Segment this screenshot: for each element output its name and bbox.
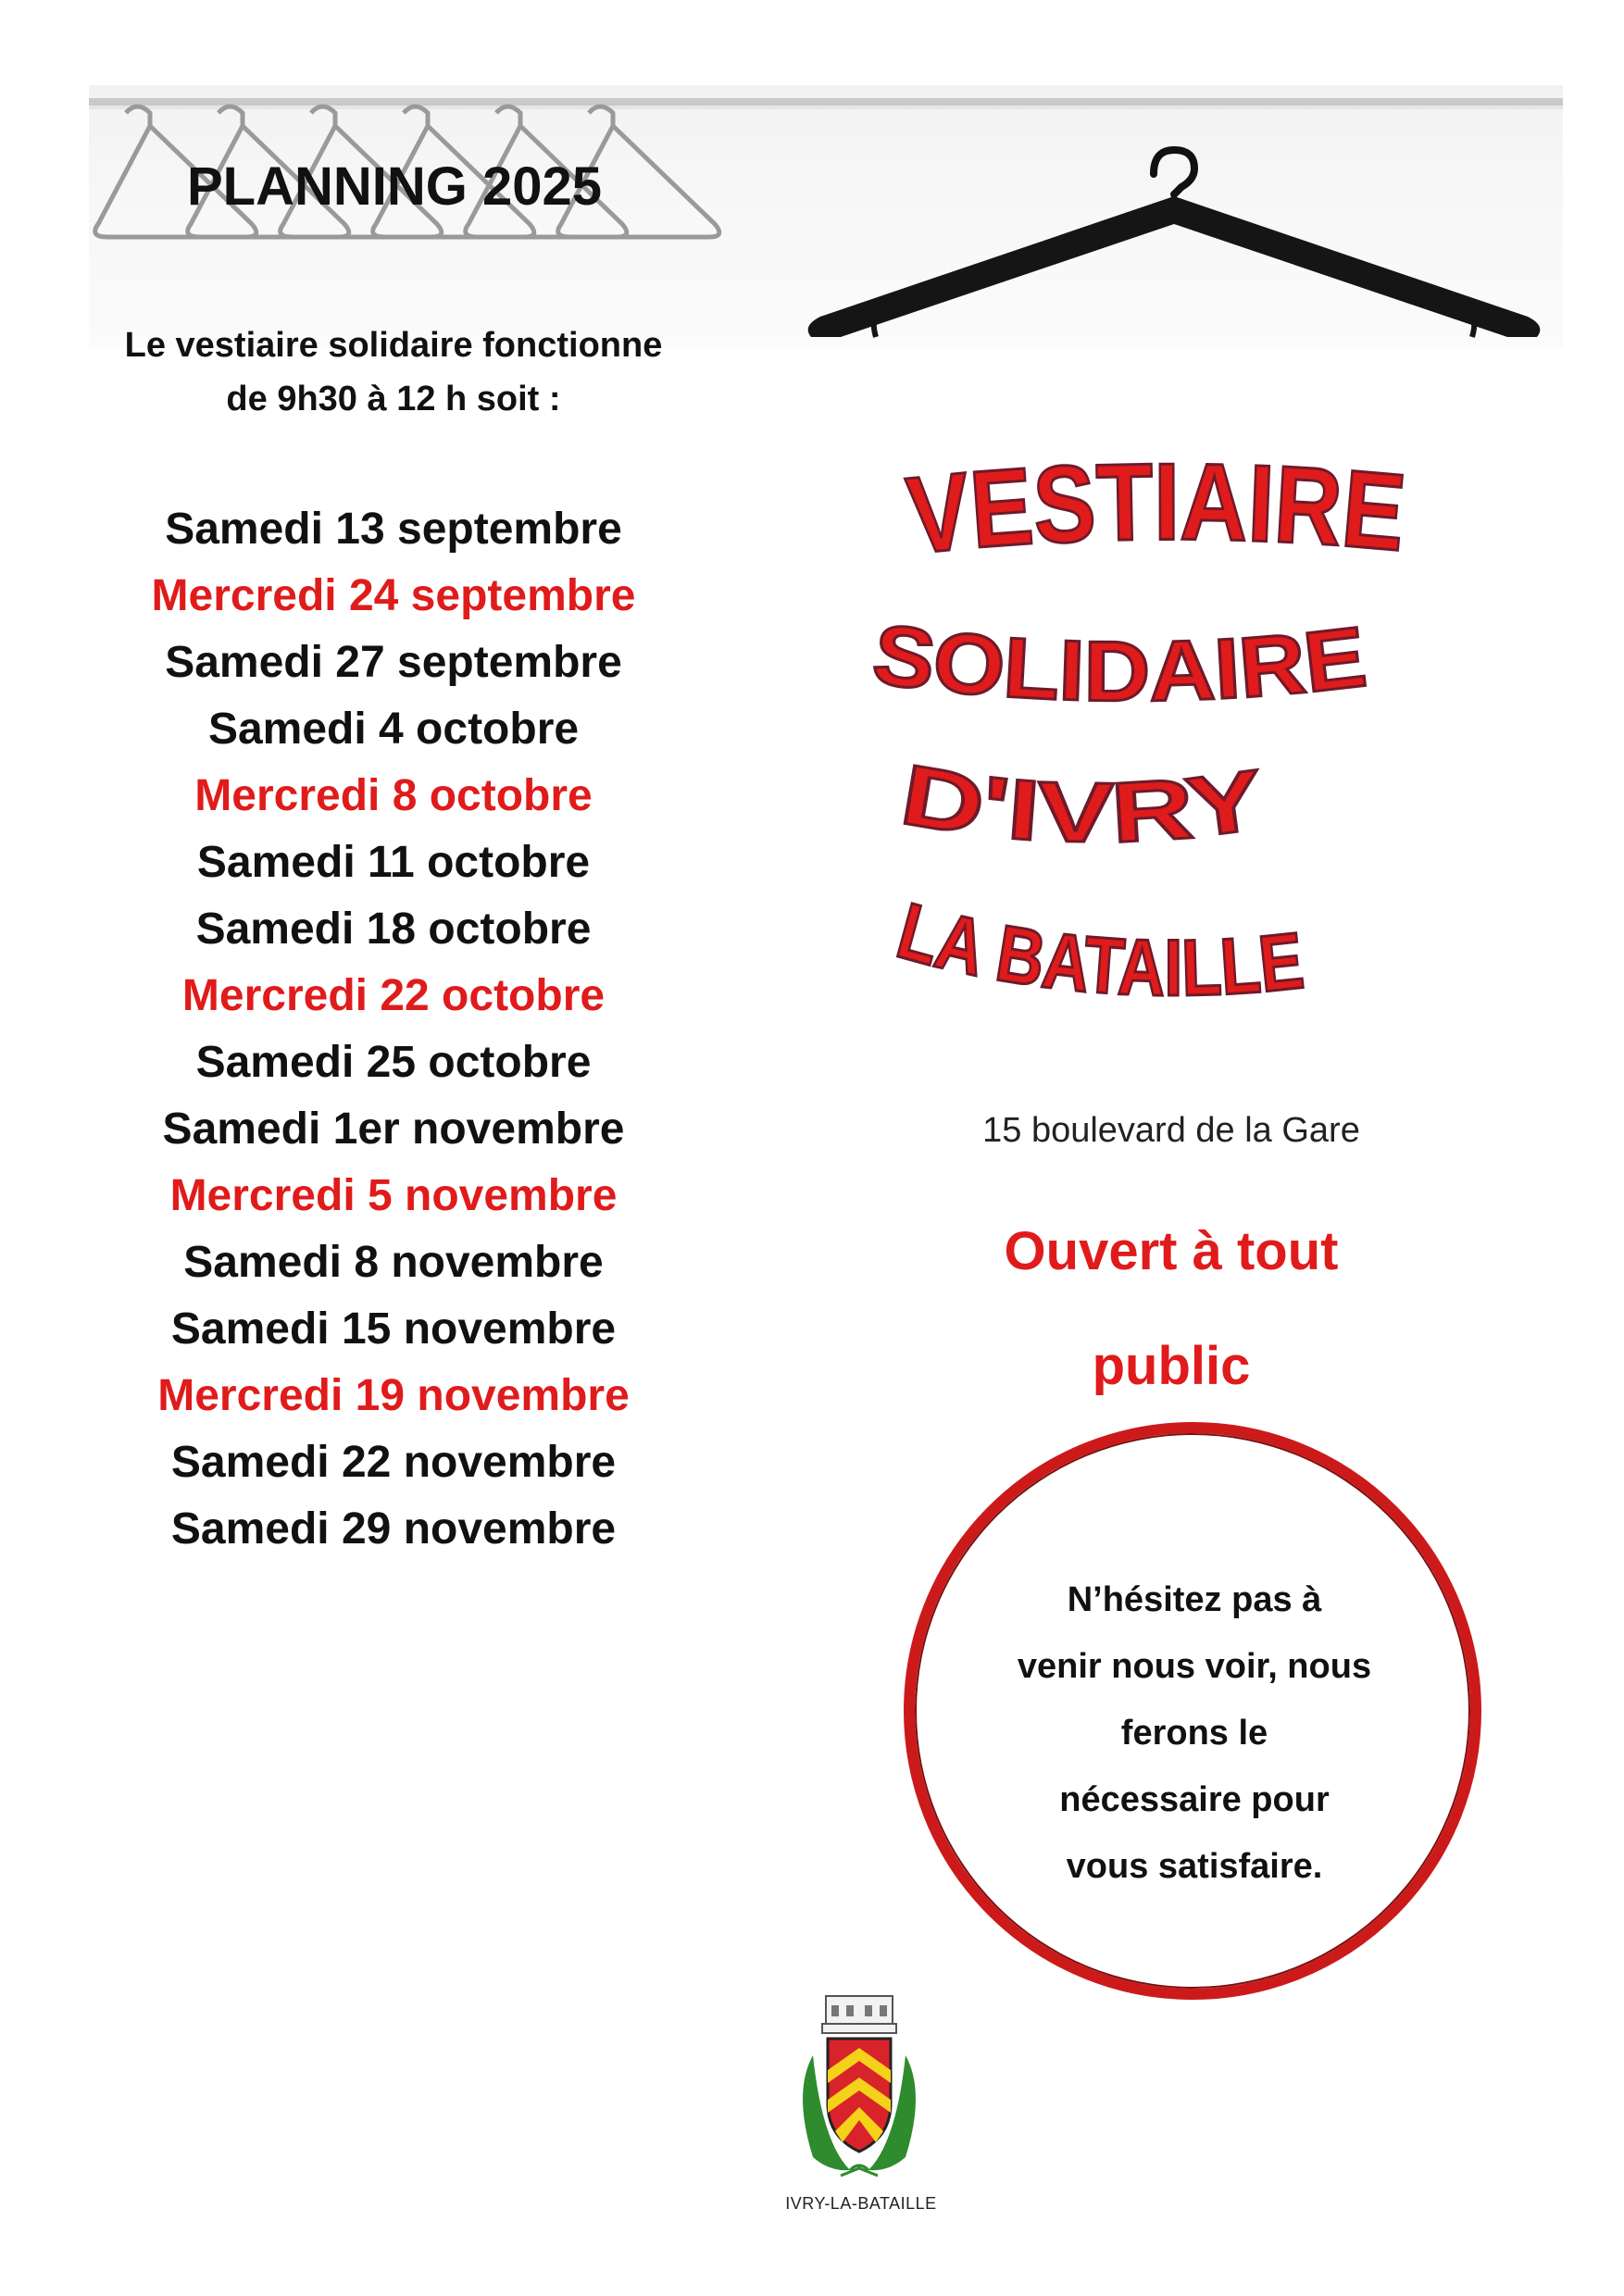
page-title: PLANNING 2025 <box>186 156 603 217</box>
open-line-2: public <box>1092 1336 1251 1396</box>
message-text <box>954 1566 1435 1900</box>
date-item: Samedi 29 novembre <box>170 1504 617 1554</box>
date-item: Samedi 25 octobre <box>195 1038 592 1087</box>
brand-line-4: LA BATAILLE <box>888 886 1318 1014</box>
message-line-5: vous satisfaire. <box>1066 1847 1323 1886</box>
open-line-1: Ouvert à tout <box>1004 1221 1339 1281</box>
date-item: Mercredi 22 octobre <box>181 971 606 1020</box>
crest-label: IVRY-LA-BATAILLE <box>785 2194 937 2213</box>
dates-list <box>56 496 731 1563</box>
brand-wordart <box>833 398 1500 1065</box>
open-to-public <box>833 1194 1509 1424</box>
black-hanger-icon <box>808 150 1541 337</box>
date-item: Samedi 11 octobre <box>196 838 591 887</box>
date-item: Samedi 22 novembre <box>170 1438 617 1487</box>
intro-line-2: de 9h30 à 12 h soit : <box>226 380 561 418</box>
date-item: Mercredi 24 septembre <box>151 571 636 620</box>
date-item: Samedi 8 novembre <box>183 1238 604 1287</box>
address: 15 boulevard de la Gare <box>982 1111 1360 1150</box>
brand-line-3: D'IVRY <box>894 747 1250 861</box>
message-line-2: venir nous voir, nous <box>1017 1647 1372 1686</box>
date-item: Mercredi 5 novembre <box>169 1171 618 1220</box>
brand-line-1: VESTIAIRE <box>902 441 1421 578</box>
date-item: Mercredi 8 octobre <box>194 771 593 820</box>
date-item: Samedi 27 septembre <box>165 638 622 687</box>
date-item: Samedi 18 octobre <box>195 905 592 954</box>
date-item: Samedi 15 novembre <box>170 1304 617 1354</box>
town-crest-icon <box>785 1990 933 2194</box>
intro-text <box>56 318 731 426</box>
message-line-3: ferons le <box>1120 1714 1268 1753</box>
date-item: Mercredi 19 novembre <box>157 1371 630 1420</box>
message-line-4: nécessaire pour <box>1059 1780 1330 1819</box>
date-item: Samedi 13 septembre <box>165 505 622 554</box>
brand-line-2: SOLIDAIRE <box>868 606 1367 719</box>
date-item: Samedi 4 octobre <box>207 705 580 754</box>
message-line-1: N’hésitez pas à <box>1067 1580 1322 1619</box>
date-item: Samedi 1er novembre <box>162 1104 625 1154</box>
intro-line-1: Le vestiaire solidaire fonctionne <box>124 326 663 365</box>
